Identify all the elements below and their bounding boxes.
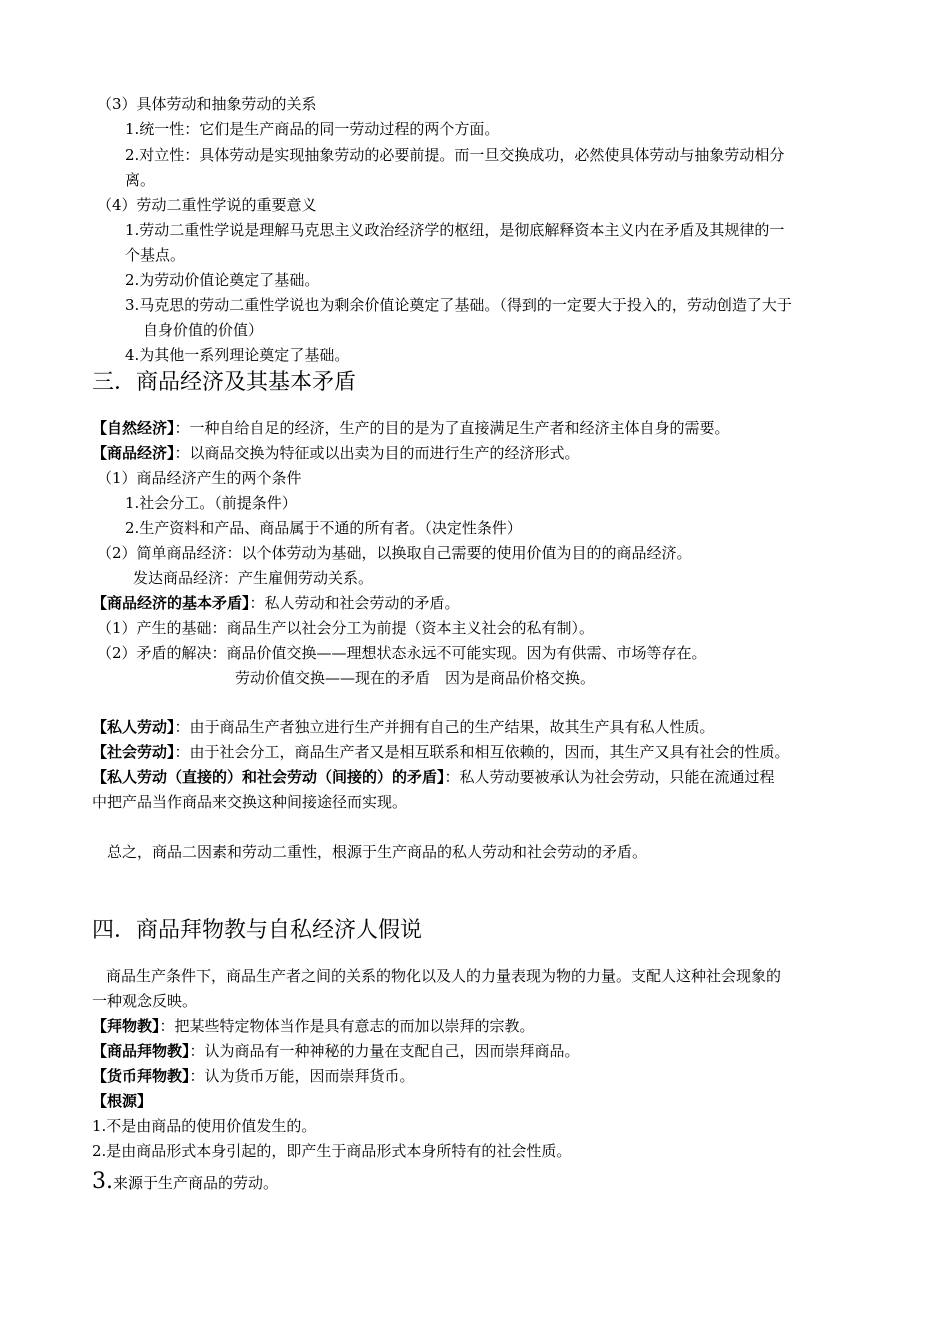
definition-natural-economy bbox=[92, 418, 730, 438]
definition-text: ：私人劳动要被承认为社会劳动，只能在流通过程 bbox=[444, 768, 775, 786]
definition-text: ：由于社会分工，商品生产者又是相互联系和相互依赖的，因而，其生产又具有社会的性质。 bbox=[174, 743, 790, 761]
definition-text: ：把某些特定物体当作是具有意志的而加以崇拜的宗教。 bbox=[159, 1017, 535, 1035]
definition-fetishism bbox=[92, 1016, 535, 1036]
term: 【社会劳动】 bbox=[92, 743, 175, 761]
paragraph: 发达商品经济：产生雇佣劳动关系。 bbox=[133, 569, 374, 587]
list-text: 来源于生产商品的劳动。 bbox=[113, 1174, 279, 1192]
paragraph: 商品生产条件下，商品生产者之间的关系的物化以及人的力量表现为物的力量。支配人这种社会现象的 bbox=[106, 967, 782, 985]
paragraph: 2.生产资料和产品、商品属于不通的所有者。（决定性条件） bbox=[125, 519, 522, 537]
term: 【商品拜物教】 bbox=[92, 1042, 190, 1060]
term: 【根源】 bbox=[92, 1092, 153, 1110]
paragraph: 一种观念反映。 bbox=[92, 992, 198, 1010]
chapter-3-title: 三．商品经济及其基本矛盾 bbox=[92, 370, 357, 395]
paragraph: 离。 bbox=[125, 171, 156, 189]
paragraph: 个基点。 bbox=[125, 246, 186, 264]
section-4-heading: （4）劳动二重性学说的重要意义 bbox=[97, 196, 317, 214]
chapter-4-title: 四．商品拜物教与自私经济人假说 bbox=[92, 918, 423, 943]
sub-heading: （1）商品经济产生的两个条件 bbox=[97, 469, 302, 487]
definition-text: ：认为商品有一种神秘的力量在支配自己，因而崇拜商品。 bbox=[189, 1042, 580, 1060]
paragraph: 1.统一性：它们是生产商品的同一劳动过程的两个方面。 bbox=[125, 120, 500, 138]
term: 【商品经济的基本矛盾】 bbox=[92, 594, 250, 612]
definition-social-labor bbox=[92, 742, 790, 762]
paragraph: （2）简单商品经济：以个体劳动为基础，以换取自己需要的使用价值为目的的商品经济。 bbox=[97, 544, 692, 562]
paragraph: 2.为劳动价值论奠定了基础。 bbox=[125, 271, 320, 289]
term: 【拜物教】 bbox=[92, 1017, 160, 1035]
definition-money-fetishism bbox=[92, 1066, 415, 1086]
definition-labor-contradiction bbox=[92, 767, 775, 787]
definition-commodity-economy bbox=[92, 443, 580, 463]
definition-basic-contradiction bbox=[92, 593, 460, 613]
paragraph bbox=[92, 1169, 279, 1194]
definition-text: ：认为货币万能，因而崇拜货币。 bbox=[189, 1067, 415, 1085]
definition-private-labor bbox=[92, 717, 715, 737]
list-number: 3. bbox=[92, 1169, 113, 1194]
term: 【私人劳动（直接的）和社会劳动（间接的）的矛盾】 bbox=[92, 768, 445, 786]
section-3-heading: （3）具体劳动和抽象劳动的关系 bbox=[97, 95, 317, 113]
paragraph: 2.对立性：具体劳动是实现抽象劳动的必要前提。而一旦交换成功，必然使具体劳动与抽象劳动相分 bbox=[125, 146, 785, 164]
paragraph: 劳动价值交换——现在的矛盾 因为是商品价格交换。 bbox=[235, 669, 596, 687]
definition-text: ：一种自给自足的经济，生产的目的是为了直接满足生产者和经济主体自身的需要。 bbox=[174, 419, 730, 437]
definition-text: ：私人劳动和社会劳动的矛盾。 bbox=[249, 594, 460, 612]
term: 【商品经济】 bbox=[92, 444, 175, 462]
term: 【货币拜物教】 bbox=[92, 1067, 190, 1085]
definition-commodity-fetishism bbox=[92, 1041, 580, 1061]
paragraph: 1.劳动二重性学说是理解马克思主义政治经济学的枢纽，是彻底解释资本主义内在矛盾及其规律的一 bbox=[125, 221, 785, 239]
paragraph: （2）矛盾的解决：商品价值交换——理想状态永远不可能实现。因为有供需、市场等存在。 bbox=[97, 644, 707, 662]
paragraph: （1）产生的基础：商品生产以社会分工为前提（资本主义社会的私有制）。 bbox=[97, 619, 595, 637]
term: 【私人劳动】 bbox=[92, 718, 175, 736]
paragraph: 自身价值的价值） bbox=[143, 321, 264, 339]
definition-text: ：以商品交换为特征或以出卖为目的而进行生产的经济形式。 bbox=[174, 444, 580, 462]
paragraph: 2.是由商品形式本身引起的，即产生于商品形式本身所特有的社会性质。 bbox=[92, 1142, 572, 1160]
term: 【自然经济】 bbox=[92, 419, 175, 437]
paragraph: 3.马克思的劳动二重性学说也为剩余价值论奠定了基础。（得到的一定要大于投入的，劳动创造了大于 bbox=[125, 296, 792, 314]
root-heading bbox=[92, 1091, 152, 1111]
paragraph: 4.为其他一系列理论奠定了基础。 bbox=[125, 346, 350, 364]
definition-text: ：由于商品生产者独立进行生产并拥有自己的生产结果，故其生产具有私人性质。 bbox=[174, 718, 715, 736]
paragraph: 中把产品当作商品来交换这种间接途径而实现。 bbox=[92, 793, 408, 811]
summary: 总之，商品二因素和劳动二重性，根源于生产商品的私人劳动和社会劳动的矛盾。 bbox=[107, 843, 648, 861]
paragraph: 1.不是由商品的使用价值发生的。 bbox=[92, 1117, 317, 1135]
paragraph: 1.社会分工。（前提条件） bbox=[125, 494, 297, 512]
